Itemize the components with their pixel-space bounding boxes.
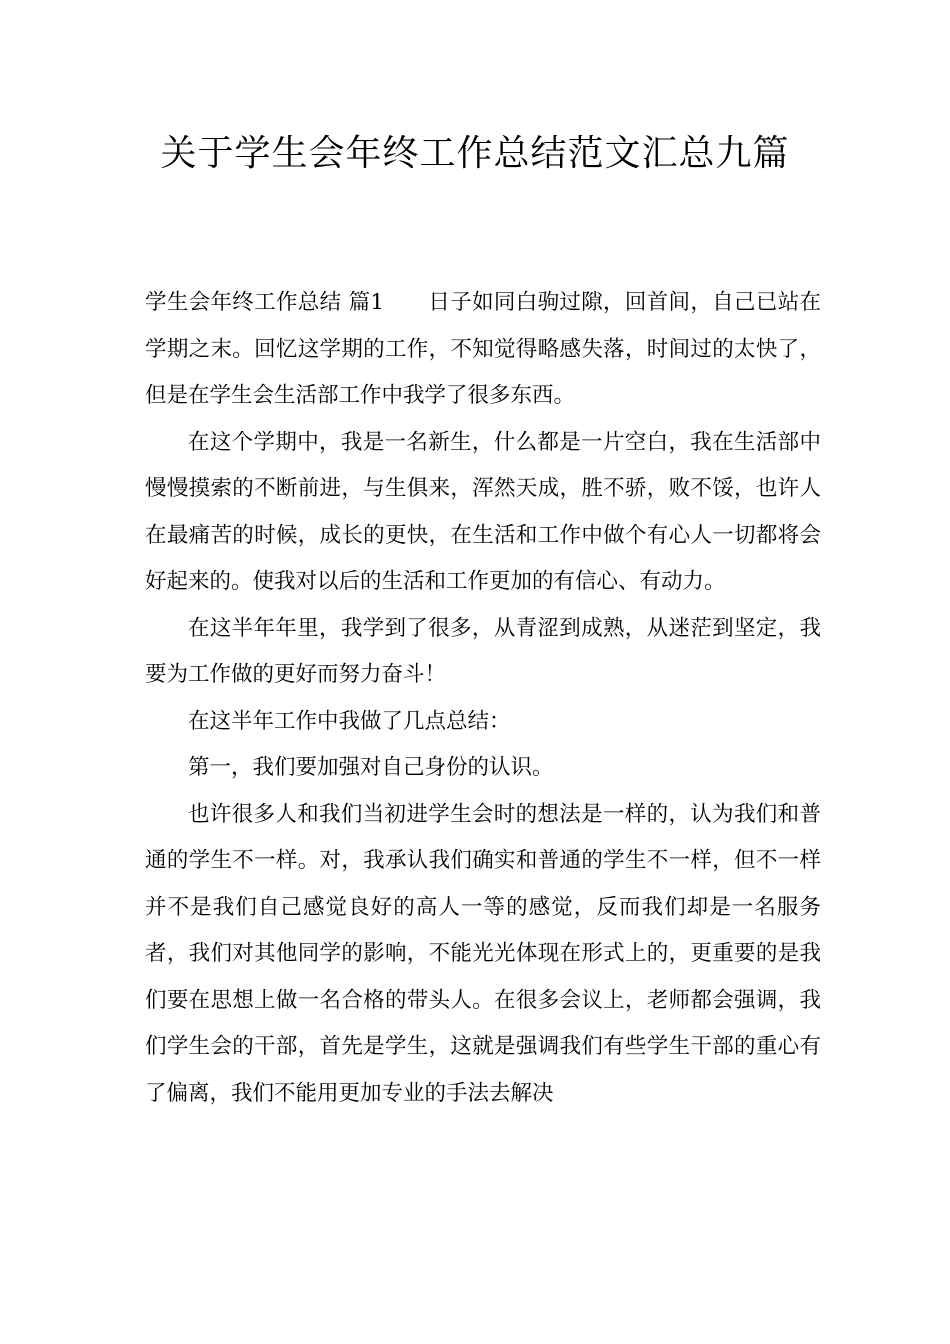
paragraph-1-text: 日子如同白驹过隙，回首间，自己已站在学期之末。回忆这学期的工作，不知觉得略感失落，时间过的太快了，但是在学生会生活部工作中我学了很多东西。 <box>145 290 821 408</box>
document-body <box>145 280 821 1117</box>
paragraph-1 <box>145 280 821 420</box>
paragraph-6: 也许很多人和我们当初进学生会时的想法是一样的，认为我们和普通的学生不一样。对，我承认我们确实和普通的学生不一样，但不一样并不是我们自己感觉良好的高人一等的感觉，反而我们却是一名服务者，我们对其他同学的影响，不能光光体现在形式上的，更重要的是我们要在思想上做一名合格的带头人。在很多会议上，老师都会强调，我们学生会的干部，首先是学生，这就是强调我们有些学生干部的重心有了偏离，我们不能用更加专业的手法去解决 <box>145 801 821 1106</box>
section-heading: 学生会年终工作总结 篇1 <box>145 290 385 315</box>
document-title: 关于学生会年终工作总结范文汇总九篇 <box>160 133 790 174</box>
paragraph-3: 在这半年年里，我学到了很多，从青涩到成熟，从迷茫到坚定，我要为工作做的更好而努力奋斗！ <box>145 615 821 687</box>
paragraph-4: 在这半年工作中我做了几点总结： <box>188 708 511 734</box>
paragraph-5: 第一，我们要加强对自己身份的认识。 <box>188 755 554 780</box>
paragraph-2: 在这个学期中，我是一名新生，什么都是一片空白，我在生活部中慢慢摸索的不断前进，与生俱来，浑然天成，胜不骄，败不馁，也许人在最痛苦的时候，成长的更快，在生活和工作中做个有心人一切都将会好起来的。使我对以后的生活和工作更加的有信心、有动力。 <box>145 429 821 594</box>
